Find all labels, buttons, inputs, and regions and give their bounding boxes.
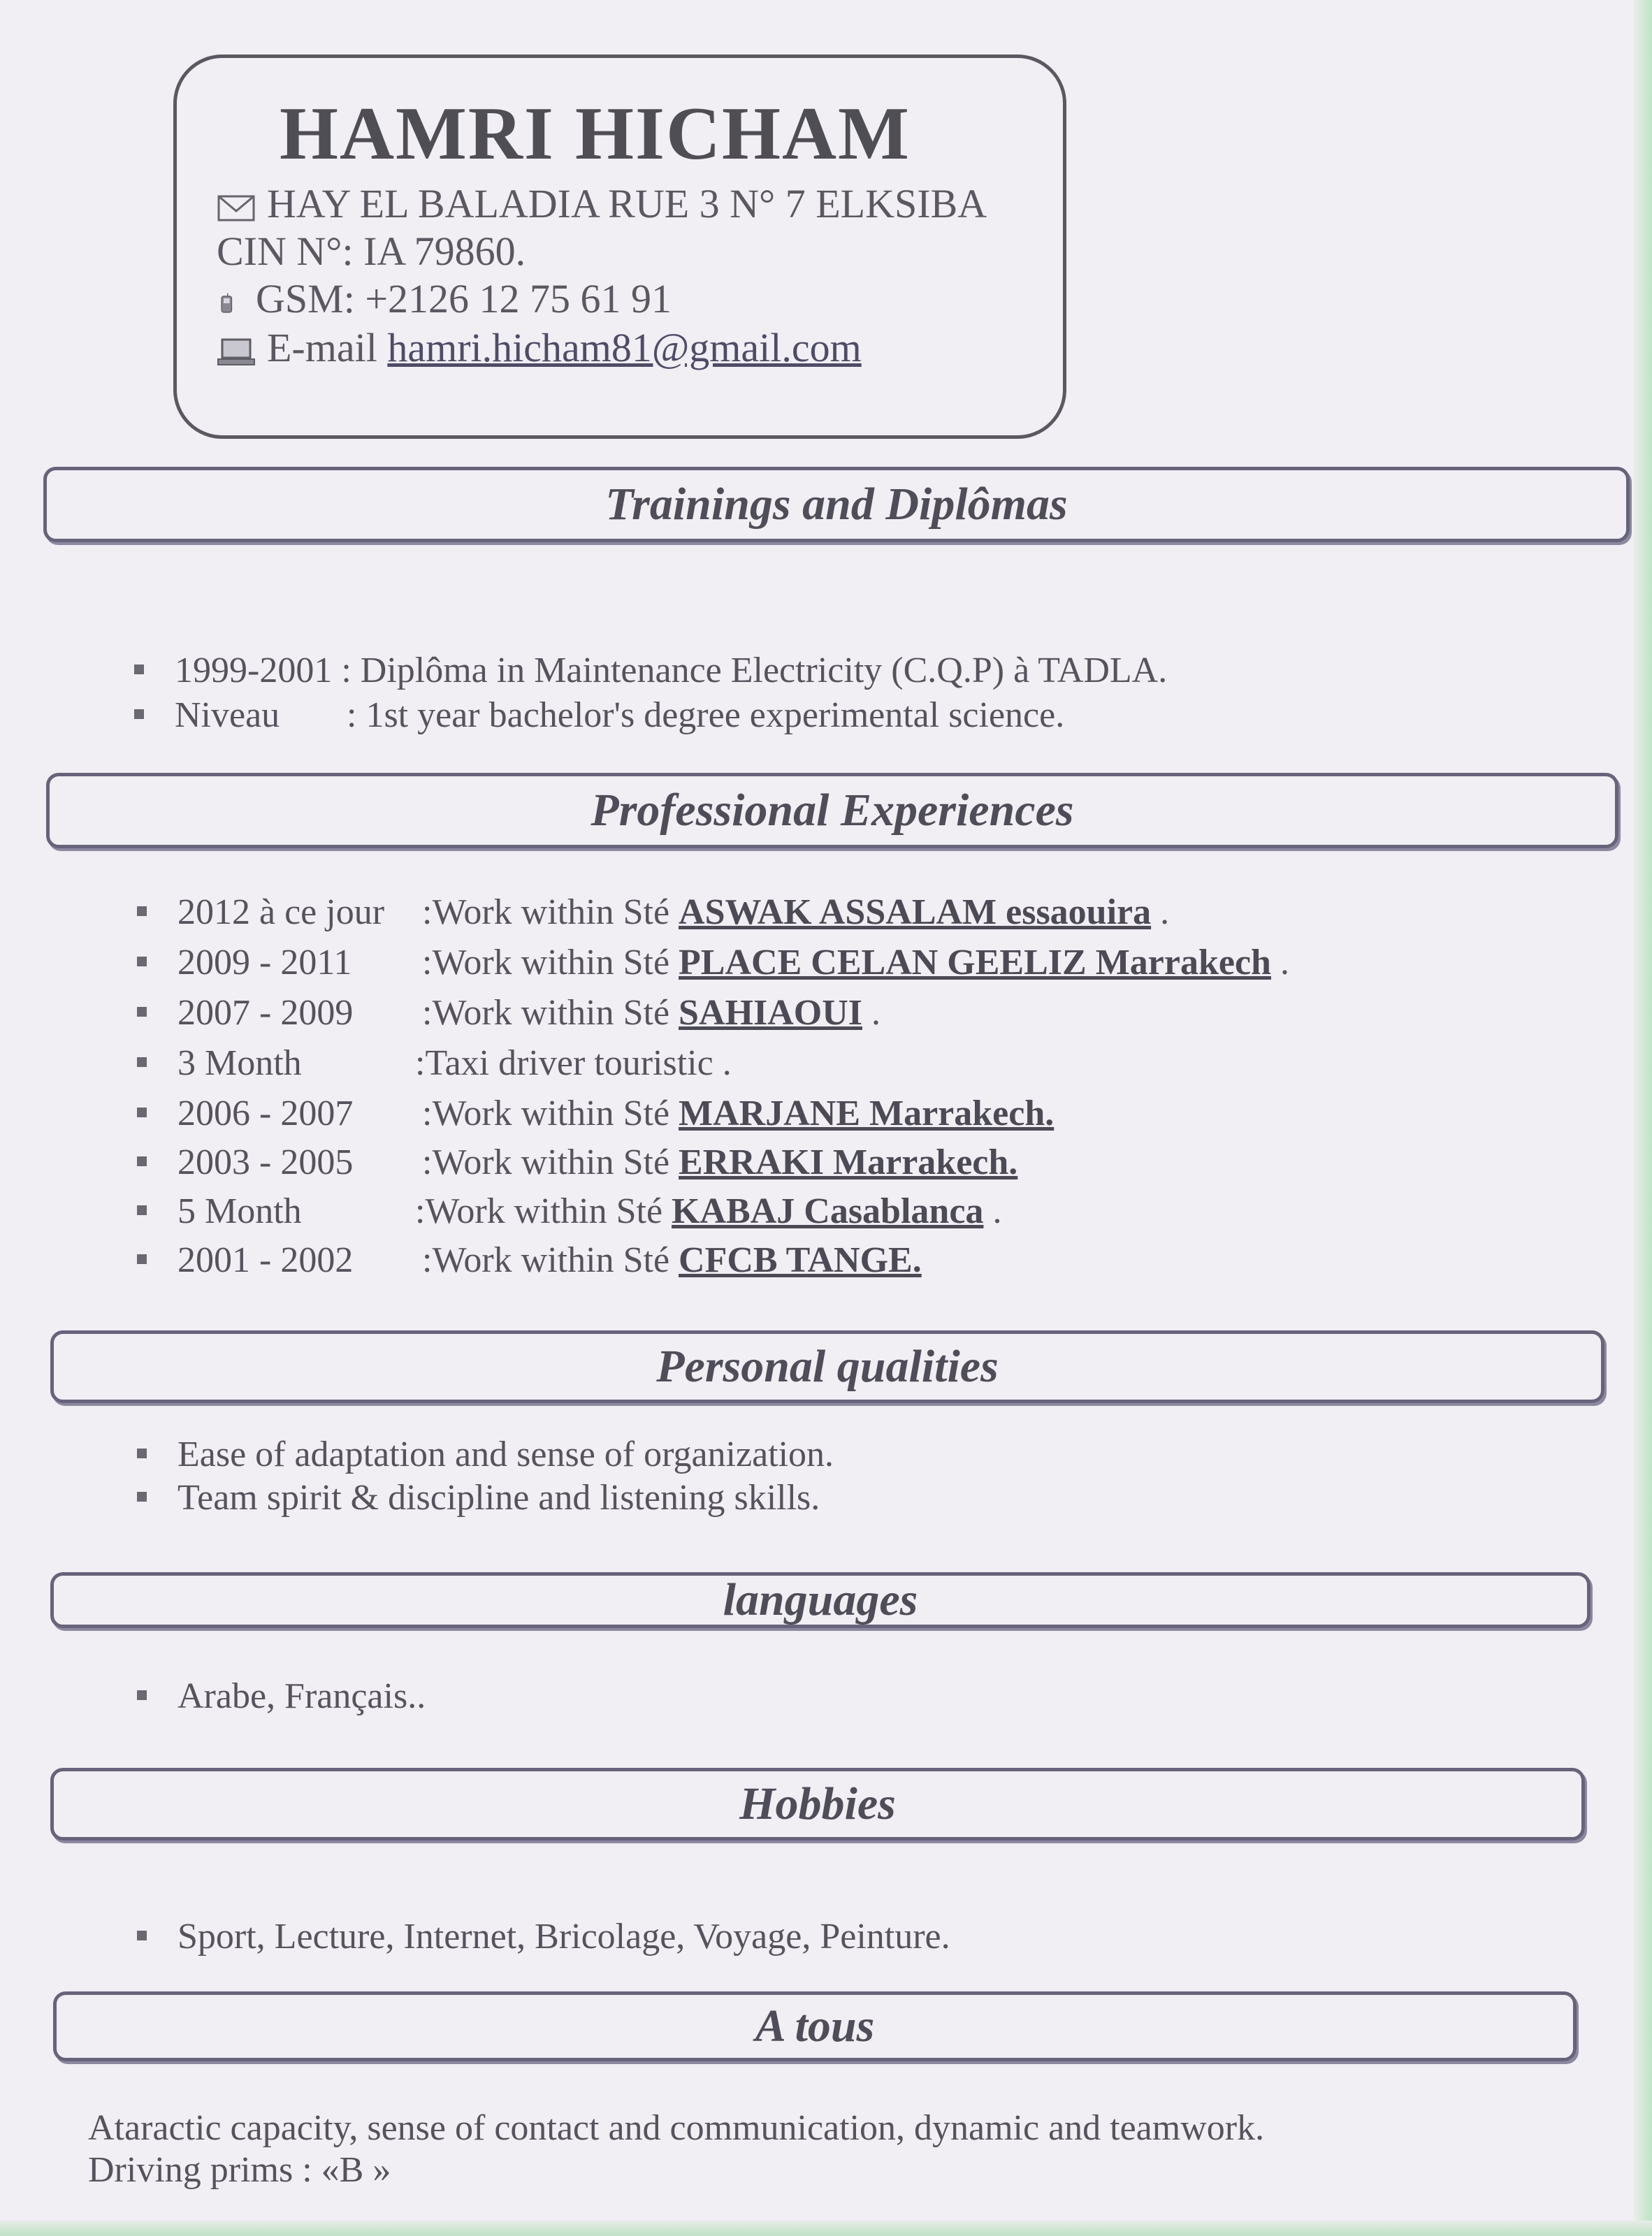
company-name: ERRAKI Marrakech.: [679, 1142, 1018, 1182]
bullet-icon: [137, 1931, 147, 1940]
section-title: A tous: [755, 2001, 875, 2052]
section-header-atous: [53, 1991, 1577, 2061]
list-item: Niveau : 1st year bachelor's degree experimental science.: [134, 695, 1064, 736]
bullet-icon: [137, 1007, 147, 1017]
section-header-hobbies: [50, 1768, 1585, 1841]
bullet-icon: [137, 1108, 147, 1117]
email-label: E-mail: [267, 325, 377, 370]
bullet-icon: [137, 1690, 147, 1700]
list-item: 2009 - 2011 :Work within Sté PLACE CELAN GEELIZ Marrakech .: [137, 942, 1289, 983]
envelope-icon: [217, 194, 256, 222]
list-item: Team spirit & discipline and listening skills.: [137, 1477, 820, 1518]
section-title: languages: [723, 1574, 918, 1625]
background-edge: [0, 2221, 1652, 2236]
bullet-icon: [137, 906, 147, 916]
bullet-icon: [134, 709, 144, 719]
email-line: [217, 324, 862, 371]
section-title: Professional Experiences: [590, 785, 1074, 836]
list-item: 2007 - 2009 :Work within Sté SAHIAOUI .: [137, 992, 881, 1033]
company-name: KABAJ Casablanca: [672, 1191, 984, 1231]
section-header-qualities: [50, 1330, 1604, 1403]
list-item: 3 Month :Taxi driver touristic .: [137, 1043, 732, 1084]
list-item: 5 Month :Work within Sté KABAJ Casablanca .: [137, 1191, 1001, 1232]
bullet-icon: [134, 665, 144, 674]
bullet-icon: [137, 1254, 147, 1264]
list-item: 1999-2001 : Diplôma in Maintenance Electricity (C.Q.P) à TADLA.: [134, 650, 1167, 691]
company-name: MARJANE Marrakech.: [679, 1094, 1055, 1133]
company-name: ASWAK ASSALAM essaouira: [679, 892, 1152, 932]
address-line: [217, 180, 987, 227]
company-name: PLACE CELAN GEELIZ Marrakech: [679, 943, 1271, 982]
address-text: HAY EL BALADIA RUE 3 N° 7 ELKSIBA: [267, 181, 987, 226]
section-header-languages: [50, 1572, 1591, 1628]
gsm-line: [217, 275, 672, 323]
driving-license-text: Driving prims : «B »: [88, 2150, 391, 2190]
company-name: CFCB TANGE.: [679, 1240, 922, 1280]
candidate-name: HAMRI HICHAM: [280, 92, 911, 175]
section-header-experiences: [46, 773, 1618, 848]
computer-icon: [217, 338, 256, 366]
bullet-icon: [137, 1057, 147, 1067]
company-name: SAHIAOUI: [679, 993, 862, 1033]
list-item: 2003 - 2005 :Work within Sté ERRAKI Marrakech.: [137, 1142, 1017, 1183]
cin-line: CIN N°: IA 79860.: [217, 228, 526, 274]
section-title: Hobbies: [739, 1778, 896, 1829]
bullet-icon: [137, 957, 147, 966]
gsm-text: GSM: +2126 12 75 61 91: [256, 276, 672, 321]
list-item: 2001 - 2002 :Work within Sté CFCB TANGE.: [137, 1240, 922, 1281]
bullet-icon: [137, 1205, 147, 1215]
summary-text: Ataractic capacity, sense of contact and communication, dynamic and teamwork.: [88, 2108, 1265, 2148]
email-link[interactable]: hamri.hicham81@gmail.com: [387, 325, 862, 370]
phone-icon: [217, 284, 245, 323]
bullet-icon: [137, 1492, 147, 1502]
list-item: Ease of adaptation and sense of organization.: [137, 1434, 834, 1475]
section-header-trainings: [43, 467, 1630, 542]
background-edge: [1634, 0, 1652, 2236]
list-item: Arabe, Français..: [137, 1676, 426, 1717]
list-item: 2006 - 2007 :Work within Sté MARJANE Marrakech.: [137, 1093, 1054, 1134]
section-title: Trainings and Diplômas: [605, 479, 1068, 530]
bullet-icon: [137, 1449, 147, 1458]
bullet-icon: [137, 1156, 147, 1166]
list-item: 2012 à ce jour :Work within Sté ASWAK ASSALAM essaouira .: [137, 892, 1169, 933]
section-title: Personal qualities: [656, 1341, 999, 1392]
list-item: Sport, Lecture, Internet, Bricolage, Voyage, Peinture.: [137, 1916, 950, 1957]
